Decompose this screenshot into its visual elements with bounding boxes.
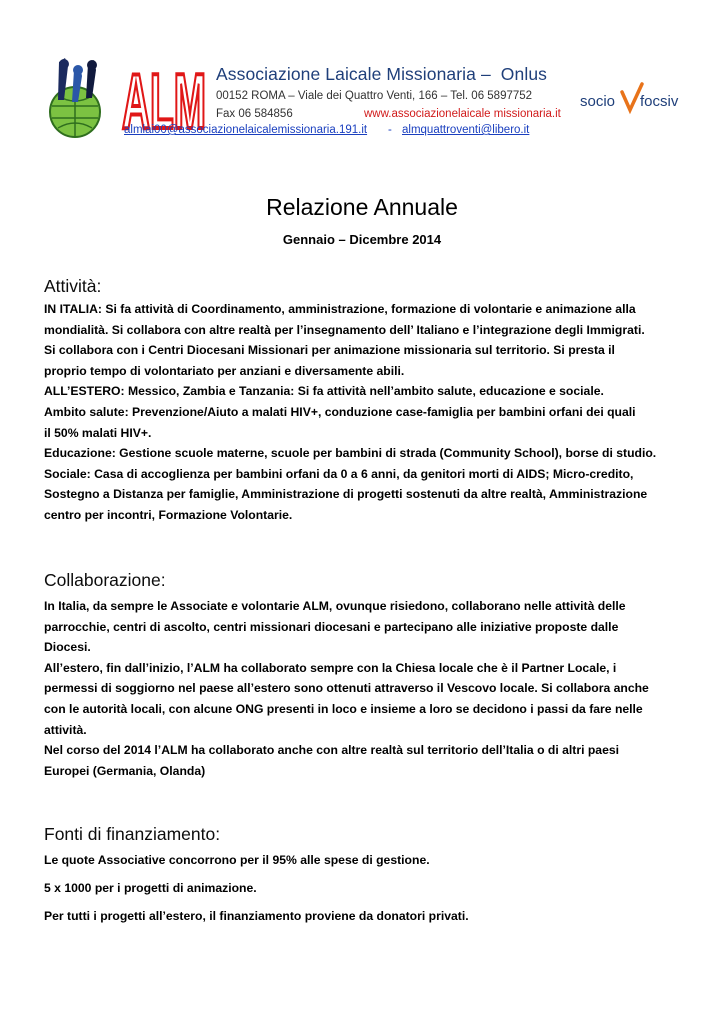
paragraph-line: All’estero, fin dall’inizio, l’ALM ha collaborato sempre con la Chiesa locale che è il Partner Locale, i xyxy=(44,660,617,675)
paragraph-line: Per tutti i progetti all’estero, il finanziamento proviene da donatori privati. xyxy=(44,909,469,923)
paragraph-line: mondialità. Si collabora con altre realtà per l’insegnamento dell’ Italiano e l’integrazione degli Immigrati. xyxy=(44,322,645,337)
paragraph-line: centro per incontri, Formazione Volontarie. xyxy=(44,507,293,522)
section-body-attivita xyxy=(44,299,694,526)
paragraph-line: proprio tempo di volontariato per anziani e diversamente abili. xyxy=(44,363,405,378)
paragraph-line: permessi di soggiorno nel paese all’estero sono ottenuti attraverso il Vescovo locale. Si collabora anche xyxy=(44,681,649,696)
svg-text:focsiv: focsiv xyxy=(640,93,679,110)
document-title: Relazione Annuale xyxy=(266,194,458,220)
paragraph-line: IN ITALIA: Si fa attività di Coordinamento, amministrazione, formazione di volontarie e animazione alla xyxy=(44,302,636,316)
paragraph-line: In Italia, da sempre le Associate e volontarie ALM, ovunque risiedono, collaborano nelle attività delle xyxy=(44,599,626,613)
org-name xyxy=(216,64,547,85)
paragraph-line: 5 x 1000 per i progetti di animazione. xyxy=(44,881,257,895)
section-heading-collaborazione: Collaborazione: xyxy=(44,570,166,590)
paragraph-line: il 50% malati HIV+. xyxy=(44,425,152,440)
focsiv-partner-logo xyxy=(580,82,682,118)
document-subtitle: Gennaio – Dicembre 2014 xyxy=(282,232,442,247)
svg-text:ALM: ALM xyxy=(122,62,206,134)
paragraph-line: con le autorità locali, con alcune ONG presenti in loco e insieme a loro se decidono i passi da fare nelle xyxy=(44,701,643,716)
section-heading-attivita: Attività: xyxy=(44,276,102,296)
svg-text:socio: socio xyxy=(580,93,616,110)
email-link-secondary[interactable]: almquattroventi@libero.it xyxy=(402,124,530,136)
paragraph-line: Ambito salute: Prevenzione/Aiuto a malati HIV+, conduzione case-famiglia per bambini orfani dei quali xyxy=(44,404,636,419)
section-body-collaborazione xyxy=(44,596,694,781)
paragraph-line: Europei (Germania, Olanda) xyxy=(44,763,206,778)
paragraph-line: Educazione: Gestione scuole materne, scuole per bambini di strada (Community School), borse di studio. xyxy=(44,446,657,461)
paragraph-line: Diocesi. xyxy=(44,640,91,655)
paragraph-line: Si collabora con i Centri Diocesani Missionari per animazione missionaria sul territorio. Si presta il xyxy=(44,343,615,358)
org-website-link[interactable]: www.associazionelaicale missionaria.it xyxy=(364,108,561,120)
paragraph-line: Le quote Associative concorrono per il 95% alle spese di gestione. xyxy=(44,853,430,867)
paragraph-line: parrocchie, centri di ascolto, centri missionari diocesani e partecipano alle iniziative proposte dalle xyxy=(44,619,619,634)
email-link-primary[interactable]: almlai00@associazionelaicalemissionaria.191.it xyxy=(124,124,368,136)
org-suffix: Onlus xyxy=(500,64,548,84)
email-separator: - xyxy=(388,124,392,136)
paragraph-line: Sostegno a Distanza per famiglie, Amministrazione di progetti sostenuti da altre realtà, Amministrazione xyxy=(44,487,648,502)
section-body-fonti xyxy=(44,850,694,934)
paragraph-line: attività. xyxy=(44,722,87,737)
org-fax: Fax 06 584856 xyxy=(216,108,293,120)
org-name-text: Associazione Laicale Missionaria – xyxy=(216,64,491,84)
org-address: 00152 ROMA – Viale dei Quattro Venti, 166 – Tel. 06 5897752 xyxy=(216,90,533,102)
section-heading-fonti: Fonti di finanziamento: xyxy=(44,824,221,844)
paragraph-line: Sociale: Casa di accoglienza per bambini orfani da 0 a 6 anni, da genitori morti di AIDS; Micro-credito, xyxy=(44,466,634,481)
paragraph-line: ALL’ESTERO: Messico, Zambia e Tanzania: Si fa attività nell’ambito salute, educazione e sociale. xyxy=(44,384,604,399)
paragraph-line: Nel corso del 2014 l’ALM ha collaborato anche con altre realtà sul territorio dell’Italia o di altri paesi xyxy=(44,743,620,758)
alm-globe-logo xyxy=(44,56,106,140)
